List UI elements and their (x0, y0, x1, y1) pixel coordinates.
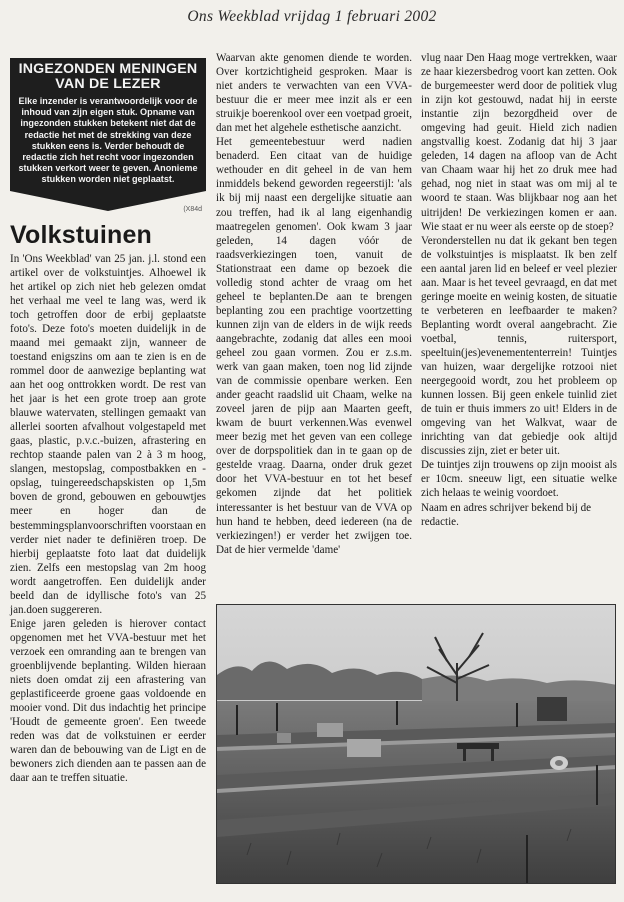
article-headline: Volkstuinen (10, 220, 153, 249)
notice-body: Elke inzender is verantwoordelijk voor de inhoud van zijn eigen stuk. Opname van ingezonden stukken betekent niet dat de redactie het met de strekking van deze stukken eens is. Verder behoudt de redactie zich het recht voor ingezonden stukken verkort weer te geven. Anonieme stukken worden niet geplaatst. (18, 96, 198, 185)
article-paragraph: Het gemeentebestuur werd nadien benaderd. Een citaat van de huidige wethouder en dit geheel in de van hem inmiddels bekend geworden regeerstijl: 'als ik bij mij naast een dergelijke situatie aan zou treffen, had ik al lang eigenhandig maatregelen genomen'. Ook kwam 3 jaar geleden, 14 dagen vóór de raadsverkiezingen toen, vanuit de Stationstraat een dame op bezoek die volledig stond achter de vraag om het geheel te beplanten.De aan te brengen beplanting zou een prachtige voortzetting kunnen zijn van de elders in de wijk reeds aangebrachte, zodanig dat alles een mooi geheel zou gaan vormen. Zou er z.s.m. werk van gaan maken, toen nog lid zijnde van de commissie openbare werken. Een ander geacht raadslid uit Chaam, welke na zoveel jaren de pijp aan Maarten geeft, kwam de buurt verkennen.Was evenwel meer bezig met het geven van een college over de dorpspolitiek dan in te gaan op de gestelde vraag. Daarna, onder druk gezet door het VVA-bestuur en tot het besef gekomen zijnde dat het politiek interessanter is het bestuur van de VVA op hun hand te hebben, deed iedereen (na de verkiezingen!) er verder het zwijgen toe. Dat de hier vermelde 'dame' (216, 136, 412, 556)
author-note: Naam en adres schrijver bekend bij de redactie. (421, 501, 592, 528)
article-paragraph: vlug naar Den Haag moge vertrekken, waar ze haar kiezersbedrog voort kan zetten. Ook de burgemeester werd door de politiek vlug in zijn kot gestouwd, nadat hij in eerste instantie zijn bezorgdheid over de omgeving had geuit. Hield zich nadien angstvallig koest. Zodanig dat hij 3 jaar geleden, 14 dagen na afloop van de Acht van Chaam waar hij het zo druk mee had gehad, nog niet in staat was om mij al te woord te staan. Was blijkbaar nog aan het uitrijden! De verkiezingen komen er aan. Wie staat er nu weer als eerste op de stoep? (421, 52, 617, 233)
article-paragraph: Enige jaren geleden is hierover contact opgenomen met het VVA-bestuur met het verzoek een omranding aan te brengen van groenblijvende beplanting. Wilden hieraan niets doen omdat zij een afrastering van geplastificeerde groene gaas voldoende en mooier vond. Dit dus indachtig het principe 'Houdt de gemeente groen'. Een tweede reden was dat de volkstuinen er eerder waren dan de bebouwing van de Ligt en de bewoners zich dienden aan te passen aan de daar aan te treffen situatie. (10, 617, 206, 785)
article-paragraph: In 'Ons Weekblad' van 25 jan. j.l. stond een artikel over de volkstuintjes. Alhoewel ik het artikel op zich niet heb gelezen omdat het verhaal me veel te lang was, werd ik toch getroffen door de erbij geplaatste foto's. Deze foto's moeten duidelijk in de maand mei gemaakt zijn, wanneer de toestand enigszins om aan te zien is en de rommel door de aanwezige beplanting wat aan het oog onttrokken wordt. De rest van het jaar is het een grote troep aan grote blauwe watervaten, stellingen gemaakt van allerlei soorten afvalhout volgestapeld met gaas, plastic, p.v.c.-buizen, afrastering en rechtop staande palen van 2 à 3 m hoog, slangen, mestopslag, compostbakken en -opslag, tuingereedschapskisten op 1,5m boven de grond, gebouwen en gebouwtjes meer en hoger dan de bestemmingsplanvoorschriften voorstaan en verder niet nader te definiëren troep. De hierbij geplaatste foto laat dat duidelijk zien. Zelfs een mestopslag van 2m hoog wordt aangetroffen. Een duidelijk ander beeld dan de idyllische foto's van 25 jan.doen suggereren. (10, 252, 206, 616)
notice-title: INGEZONDEN MENINGEN VAN DE LEZER (18, 61, 198, 92)
article-paragraph: Veronderstellen nu dat ik gekant ben tegen de volkstuintjes is misplaatst. Ik ben zelf een aantal jaren lid en beleef er veel plezier aan. Maar is het teveel gevraagd, en dat met geringe moeite en weinig kosten, de situatie te verbeteren en leefbaarder te maken? Beplanting wordt overal aangebracht. Zie voetbal, tennis, ruitersport, speeltuin(jes)evenemententerrein! Tuintjes van huizen, waar dergelijke rotzooi niet neergegooid wordt, zou het probleem op kunnen lossen. Bij geen enkele tuinlid ziet de tuin er thuis immers zo uit! Elders in de omgeving van het Walkvat, waar de inrichting van dat gebiedje ook altijd discussies zijn, ziet er beter uit. (421, 234, 617, 458)
article-paragraph: De tuintjes zijn trouwens op zijn mooist als er 10cm. sneeuw ligt, een situatie welke zich helaas te weinig voordoet. (421, 459, 617, 500)
newspaper-dateline: Ons Weekblad vrijdag 1 februari 2002 (187, 8, 437, 25)
allotment-gardens-photo (216, 604, 616, 884)
column-1 (10, 58, 206, 785)
column-2 (216, 51, 412, 557)
article-paragraph: Waarvan akte genomen diende te worden. Over kortzichtigheid gesproken. Maar is niet anders te verwachten van een VVA-bestuur die er meer mee inzit als er een struikje boerenkool over een voetpad groeit, dan met het algehele esthetische aanzicht. (216, 52, 412, 135)
notice-code: (X84d (183, 205, 202, 213)
column-3 (421, 51, 617, 529)
reader-opinions-notice (10, 58, 206, 191)
